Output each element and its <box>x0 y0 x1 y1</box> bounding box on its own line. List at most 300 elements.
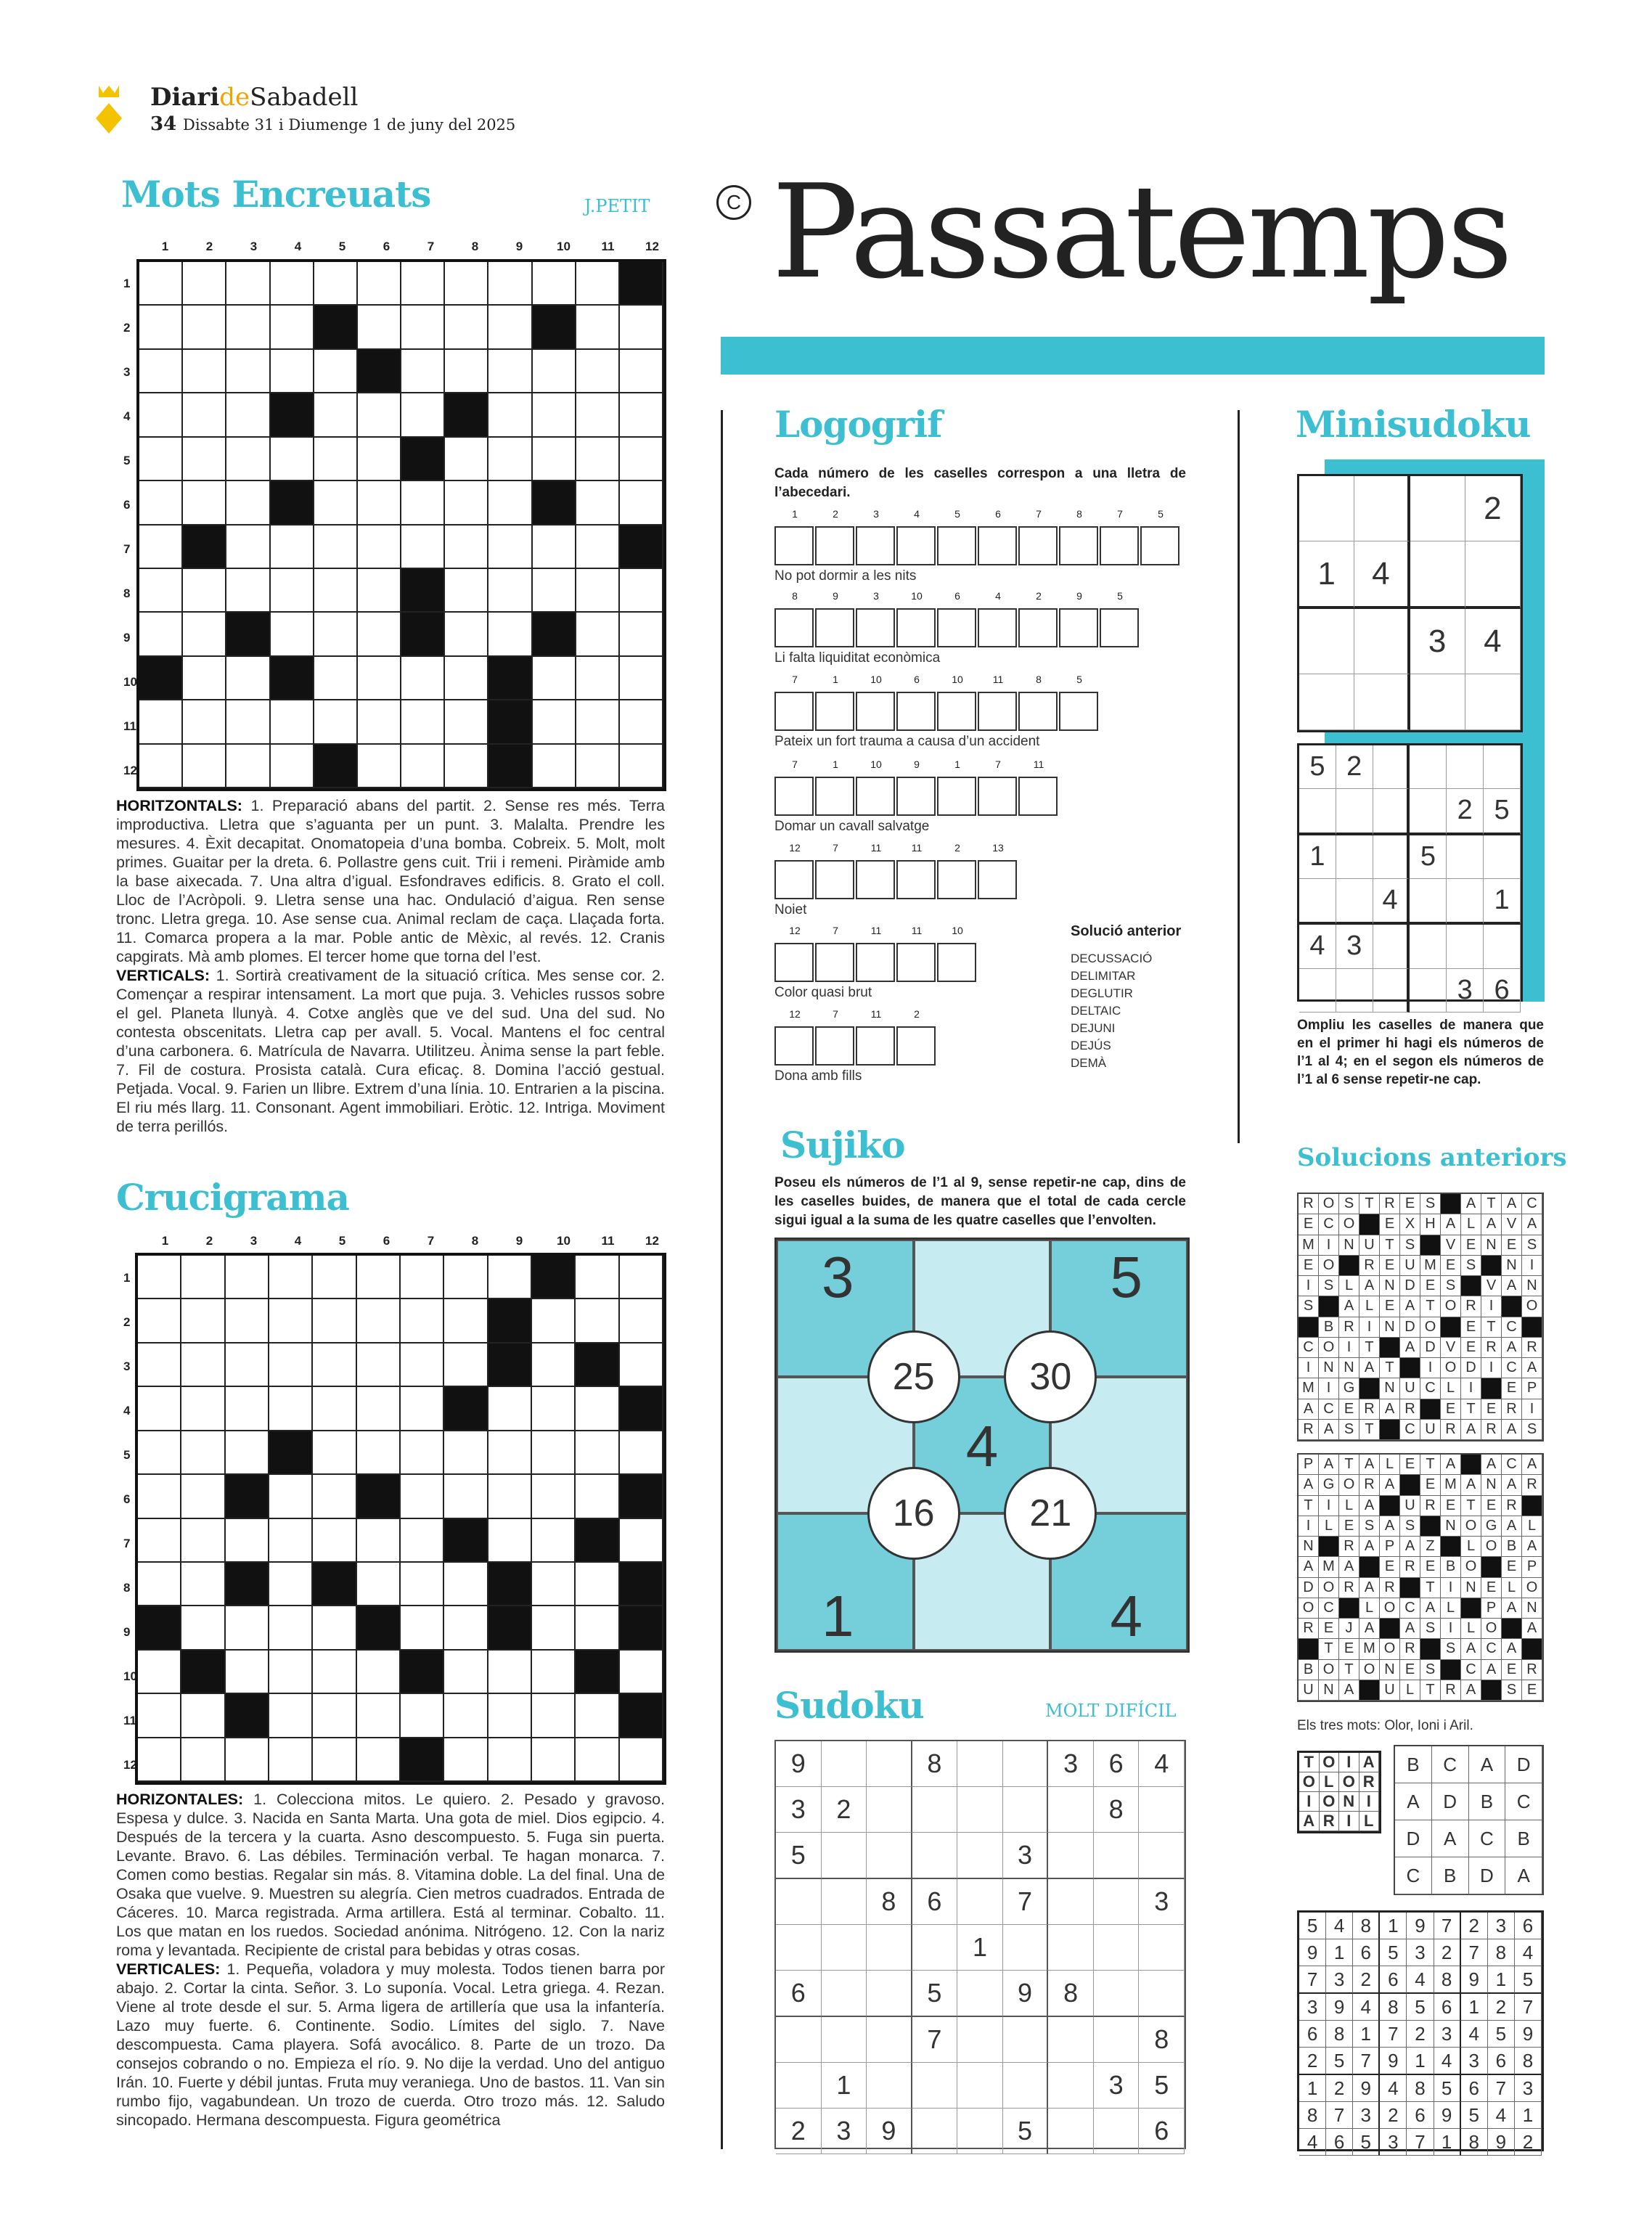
sudoku-cell[interactable] <box>1336 789 1373 835</box>
sudoku-cell[interactable] <box>912 1925 958 1971</box>
sudoku-cell[interactable] <box>1336 969 1373 1013</box>
crossword-cell[interactable] <box>532 1343 576 1387</box>
sudoku-cell[interactable] <box>1094 1971 1140 2017</box>
sudoku-cell[interactable] <box>912 2063 958 2109</box>
sudoku-cell[interactable] <box>867 1971 912 2017</box>
crossword-cell[interactable] <box>445 569 488 613</box>
crossword-cell[interactable] <box>313 1387 356 1431</box>
sudoku-cell[interactable] <box>1484 745 1521 789</box>
crossword-cell[interactable] <box>314 393 358 437</box>
crossword-cell[interactable] <box>226 1519 269 1563</box>
crossword-cell[interactable] <box>620 700 663 744</box>
logogrif-cell[interactable] <box>815 692 854 731</box>
logogrif-cell[interactable] <box>815 943 854 982</box>
crossword-cell[interactable] <box>533 745 576 788</box>
sudoku-cell[interactable] <box>1003 2063 1049 2109</box>
crossword-cell[interactable] <box>139 525 183 569</box>
crossword-cell[interactable] <box>576 1475 619 1518</box>
crossword-cell[interactable] <box>576 1563 619 1606</box>
logogrif-cell[interactable] <box>937 692 976 731</box>
crossword-cell[interactable] <box>357 1256 401 1299</box>
crossword-cell[interactable] <box>181 1563 225 1606</box>
crossword-cell[interactable] <box>138 1387 181 1431</box>
sudoku-cell[interactable] <box>822 1741 867 1787</box>
crossword-cell[interactable] <box>401 393 445 437</box>
logogrif-cell[interactable] <box>937 526 976 565</box>
logogrif-cell[interactable] <box>815 526 854 565</box>
sudoku-cell[interactable] <box>1410 476 1465 541</box>
crossword-cell[interactable] <box>533 700 576 744</box>
crossword-cell[interactable] <box>226 700 270 744</box>
sudoku-cell[interactable] <box>1447 925 1484 968</box>
crossword-cell[interactable] <box>183 350 226 393</box>
crossword-cell[interactable] <box>620 393 663 437</box>
crossword-cell[interactable] <box>401 481 445 525</box>
crossword-cell[interactable] <box>576 657 620 700</box>
crossword-cell[interactable] <box>445 481 488 525</box>
crossword-cell[interactable] <box>181 1343 225 1387</box>
crossword-cell[interactable] <box>445 745 488 788</box>
crossword-cell[interactable] <box>138 1651 181 1694</box>
crossword-cell[interactable] <box>358 393 401 437</box>
sudoku-cell[interactable] <box>776 2063 822 2109</box>
logogrif-cell[interactable] <box>1018 692 1058 731</box>
crossword-cell[interactable] <box>620 745 663 788</box>
crossword-cell[interactable] <box>269 1387 313 1431</box>
sudoku-cell[interactable] <box>867 1787 912 1833</box>
logogrif-cell[interactable] <box>774 943 814 982</box>
crossword-cell[interactable] <box>445 306 488 349</box>
crossword-cell[interactable] <box>226 1651 269 1694</box>
crossword-cell[interactable] <box>226 525 270 569</box>
crossword-cell[interactable] <box>488 1694 532 1738</box>
crossword-cell[interactable] <box>444 1563 488 1606</box>
logogrif-cell[interactable] <box>774 692 814 731</box>
crossword-cell[interactable] <box>271 745 314 788</box>
crossword-cell[interactable] <box>138 1519 181 1563</box>
logogrif-cell[interactable] <box>896 692 936 731</box>
logogrif-cell[interactable] <box>937 860 976 899</box>
sudoku-cell[interactable] <box>1139 1925 1185 1971</box>
crossword-cell[interactable] <box>269 1343 313 1387</box>
crossword-cell[interactable] <box>444 1651 488 1694</box>
logogrif-cell[interactable] <box>1018 777 1058 816</box>
crossword-cell[interactable] <box>488 1651 532 1694</box>
sudoku-cell[interactable] <box>957 1787 1003 1833</box>
crossword-cell[interactable] <box>620 481 663 525</box>
crossword-cell[interactable] <box>314 525 358 569</box>
crossword-cell[interactable] <box>183 306 226 349</box>
crossword-cell[interactable] <box>533 393 576 437</box>
cruci-grid[interactable] <box>135 1253 666 1785</box>
crossword-cell[interactable] <box>139 569 183 613</box>
crossword-cell[interactable] <box>269 1694 313 1738</box>
logogrif-cell[interactable] <box>896 608 936 647</box>
crossword-cell[interactable] <box>445 525 488 569</box>
crossword-cell[interactable] <box>401 1431 444 1475</box>
crossword-cell[interactable] <box>358 262 401 306</box>
crossword-cell[interactable] <box>401 1299 444 1343</box>
sudoku-cell[interactable] <box>1410 879 1447 925</box>
sudoku-cell[interactable] <box>957 1971 1003 2017</box>
crossword-cell[interactable] <box>313 1519 356 1563</box>
logogrif-cell[interactable] <box>856 608 895 647</box>
crossword-cell[interactable] <box>313 1343 356 1387</box>
crossword-cell[interactable] <box>226 1738 269 1782</box>
crossword-cell[interactable] <box>358 306 401 349</box>
crossword-cell[interactable] <box>488 1256 532 1299</box>
crossword-cell[interactable] <box>314 569 358 613</box>
logogrif-cell[interactable] <box>856 943 895 982</box>
crossword-cell[interactable] <box>313 1694 356 1738</box>
crossword-cell[interactable] <box>271 613 314 656</box>
crossword-cell[interactable] <box>314 438 358 481</box>
sudoku-cell[interactable] <box>957 1833 1003 1879</box>
crossword-cell[interactable] <box>488 393 532 437</box>
crossword-cell[interactable] <box>532 1738 576 1782</box>
sudoku-cell[interactable] <box>1484 835 1521 879</box>
sudoku-cell[interactable] <box>1048 2109 1094 2154</box>
sudoku-cell[interactable] <box>1373 925 1410 968</box>
crossword-cell[interactable] <box>269 1519 313 1563</box>
logogrif-cell[interactable] <box>1140 526 1179 565</box>
crossword-cell[interactable] <box>576 700 620 744</box>
crossword-cell[interactable] <box>488 481 532 525</box>
sudoku-cell[interactable] <box>1410 541 1465 609</box>
crossword-cell[interactable] <box>139 613 183 656</box>
logogrif-cell[interactable] <box>1018 526 1058 565</box>
sudoku-cell[interactable] <box>957 2109 1003 2154</box>
sudoku-cell[interactable] <box>822 1833 867 1879</box>
crossword-cell[interactable] <box>576 306 620 349</box>
crossword-cell[interactable] <box>445 350 488 393</box>
sudoku-cell[interactable] <box>1447 879 1484 925</box>
crossword-cell[interactable] <box>271 350 314 393</box>
crossword-cell[interactable] <box>313 1606 356 1650</box>
crossword-cell[interactable] <box>138 1299 181 1343</box>
crossword-cell[interactable] <box>532 1563 576 1606</box>
mots-grid[interactable] <box>136 259 666 791</box>
crossword-cell[interactable] <box>138 1738 181 1782</box>
sudoku-cell[interactable] <box>1299 476 1354 541</box>
crossword-cell[interactable] <box>183 438 226 481</box>
crossword-cell[interactable] <box>269 1651 313 1694</box>
crossword-cell[interactable] <box>576 1387 619 1431</box>
sudoku-cell[interactable] <box>1354 609 1410 674</box>
crossword-cell[interactable] <box>226 1256 269 1299</box>
crossword-cell[interactable] <box>314 350 358 393</box>
crossword-cell[interactable] <box>576 1694 619 1738</box>
sudoku-cell[interactable] <box>957 2063 1003 2109</box>
crossword-cell[interactable] <box>401 1563 444 1606</box>
sudoku-cell[interactable] <box>957 1879 1003 1925</box>
crossword-cell[interactable] <box>314 613 358 656</box>
sudoku-cell[interactable] <box>1048 1879 1094 1925</box>
crossword-cell[interactable] <box>488 306 532 349</box>
sudoku-cell[interactable] <box>1048 2017 1094 2063</box>
crossword-cell[interactable] <box>357 1299 401 1343</box>
crossword-cell[interactable] <box>488 1387 532 1431</box>
crossword-cell[interactable] <box>401 657 445 700</box>
crossword-cell[interactable] <box>357 1738 401 1782</box>
minisudoku-6-grid[interactable] <box>1297 743 1523 1005</box>
crossword-cell[interactable] <box>357 1563 401 1606</box>
logogrif-cell[interactable] <box>774 608 814 647</box>
sudoku-cell[interactable] <box>822 2017 867 2063</box>
crossword-cell[interactable] <box>183 569 226 613</box>
crossword-cell[interactable] <box>313 1256 356 1299</box>
crossword-cell[interactable] <box>444 1299 488 1343</box>
crossword-cell[interactable] <box>313 1651 356 1694</box>
crossword-cell[interactable] <box>401 525 445 569</box>
sudoku-cell[interactable] <box>1373 969 1410 1013</box>
sudoku-cell[interactable] <box>1299 674 1354 730</box>
crossword-cell[interactable] <box>226 481 270 525</box>
crossword-cell[interactable] <box>271 306 314 349</box>
minisudoku-4-grid[interactable] <box>1297 474 1523 732</box>
crossword-cell[interactable] <box>445 657 488 700</box>
logogrif-cell[interactable] <box>896 860 936 899</box>
crossword-cell[interactable] <box>138 1343 181 1387</box>
sudoku-cell[interactable] <box>867 2017 912 2063</box>
crossword-cell[interactable] <box>445 700 488 744</box>
sudoku-cell[interactable] <box>912 1833 958 1879</box>
crossword-cell[interactable] <box>620 1519 663 1563</box>
crossword-cell[interactable] <box>314 700 358 744</box>
crossword-cell[interactable] <box>358 481 401 525</box>
sudoku-cell[interactable] <box>1373 789 1410 835</box>
crossword-cell[interactable] <box>357 1519 401 1563</box>
logogrif-cell[interactable] <box>896 1026 936 1066</box>
sudoku-cell[interactable] <box>1465 674 1521 730</box>
sudoku-cell[interactable] <box>1094 2109 1140 2154</box>
crossword-cell[interactable] <box>401 1256 444 1299</box>
logogrif-cell[interactable] <box>774 777 814 816</box>
logogrif-cell[interactable] <box>856 860 895 899</box>
crossword-cell[interactable] <box>226 569 270 613</box>
crossword-cell[interactable] <box>620 438 663 481</box>
crossword-cell[interactable] <box>313 1738 356 1782</box>
crossword-cell[interactable] <box>576 350 620 393</box>
crossword-cell[interactable] <box>620 306 663 349</box>
crossword-cell[interactable] <box>576 1431 619 1475</box>
crossword-cell[interactable] <box>358 569 401 613</box>
sudoku-cell[interactable] <box>1139 1833 1185 1879</box>
crossword-cell[interactable] <box>139 745 183 788</box>
crossword-cell[interactable] <box>533 350 576 393</box>
logogrif-cell[interactable] <box>774 526 814 565</box>
crossword-cell[interactable] <box>401 1387 444 1431</box>
crossword-cell[interactable] <box>576 438 620 481</box>
crossword-cell[interactable] <box>357 1694 401 1738</box>
sudoku-cell[interactable] <box>1299 879 1336 925</box>
crossword-cell[interactable] <box>226 1343 269 1387</box>
crossword-cell[interactable] <box>532 1694 576 1738</box>
crossword-cell[interactable] <box>488 1519 532 1563</box>
crossword-cell[interactable] <box>357 1431 401 1475</box>
crossword-cell[interactable] <box>576 262 620 306</box>
crossword-cell[interactable] <box>226 438 270 481</box>
crossword-cell[interactable] <box>488 262 532 306</box>
crossword-cell[interactable] <box>532 1651 576 1694</box>
crossword-cell[interactable] <box>139 700 183 744</box>
sudoku-cell[interactable] <box>1048 1833 1094 1879</box>
crossword-cell[interactable] <box>444 1343 488 1387</box>
crossword-cell[interactable] <box>226 1299 269 1343</box>
logogrif-row[interactable] <box>774 777 1059 816</box>
crossword-cell[interactable] <box>226 393 270 437</box>
sudoku-cell[interactable] <box>1139 1971 1185 2017</box>
logogrif-cell[interactable] <box>774 860 814 899</box>
crossword-cell[interactable] <box>226 1606 269 1650</box>
crossword-cell[interactable] <box>532 1387 576 1431</box>
crossword-cell[interactable] <box>532 1299 576 1343</box>
crossword-cell[interactable] <box>181 1299 225 1343</box>
crossword-cell[interactable] <box>269 1299 313 1343</box>
crossword-cell[interactable] <box>271 525 314 569</box>
crossword-cell[interactable] <box>401 700 445 744</box>
crossword-cell[interactable] <box>576 1606 619 1650</box>
sudoku-cell[interactable] <box>1354 674 1410 730</box>
crossword-cell[interactable] <box>620 1299 663 1343</box>
sudoku-cell[interactable] <box>1003 1741 1049 1787</box>
sudoku-cell[interactable] <box>1094 1925 1140 1971</box>
sudoku-cell[interactable] <box>1336 879 1373 925</box>
logogrif-cell[interactable] <box>815 777 854 816</box>
sudoku-grid[interactable] <box>774 1740 1186 2149</box>
crossword-cell[interactable] <box>620 613 663 656</box>
crossword-cell[interactable] <box>401 262 445 306</box>
crossword-cell[interactable] <box>444 1475 488 1518</box>
crossword-cell[interactable] <box>183 393 226 437</box>
crossword-cell[interactable] <box>533 438 576 481</box>
logogrif-cell[interactable] <box>978 608 1017 647</box>
crossword-cell[interactable] <box>401 306 445 349</box>
crossword-cell[interactable] <box>139 262 183 306</box>
sudoku-cell[interactable] <box>912 1787 958 1833</box>
crossword-cell[interactable] <box>488 438 532 481</box>
crossword-cell[interactable] <box>444 1256 488 1299</box>
sudoku-cell[interactable] <box>1336 835 1373 879</box>
sudoku-cell[interactable] <box>867 1741 912 1787</box>
crossword-cell[interactable] <box>532 1519 576 1563</box>
sudoku-cell[interactable] <box>957 1741 1003 1787</box>
crossword-cell[interactable] <box>181 1519 225 1563</box>
logogrif-cell[interactable] <box>937 943 976 982</box>
sudoku-cell[interactable] <box>1299 789 1336 835</box>
logogrif-row[interactable] <box>774 608 1140 647</box>
crossword-cell[interactable] <box>401 1606 444 1650</box>
crossword-cell[interactable] <box>533 525 576 569</box>
sudoku-cell[interactable] <box>1410 674 1465 730</box>
crossword-cell[interactable] <box>181 1738 225 1782</box>
sudoku-cell[interactable] <box>1299 969 1336 1013</box>
crossword-cell[interactable] <box>271 569 314 613</box>
crossword-cell[interactable] <box>576 393 620 437</box>
crossword-cell[interactable] <box>357 1387 401 1431</box>
crossword-cell[interactable] <box>181 1694 225 1738</box>
crossword-cell[interactable] <box>533 657 576 700</box>
sudoku-cell[interactable] <box>776 2017 822 2063</box>
crossword-cell[interactable] <box>488 525 532 569</box>
sudoku-cell[interactable] <box>1447 745 1484 789</box>
logogrif-cell[interactable] <box>978 860 1017 899</box>
logogrif-cell[interactable] <box>896 943 936 982</box>
logogrif-cell[interactable] <box>815 1026 854 1066</box>
sudoku-cell[interactable] <box>1410 969 1447 1013</box>
crossword-cell[interactable] <box>532 1475 576 1518</box>
crossword-cell[interactable] <box>138 1431 181 1475</box>
sudoku-cell[interactable] <box>1048 1787 1094 1833</box>
sudoku-cell[interactable] <box>867 1833 912 1879</box>
crossword-cell[interactable] <box>226 1431 269 1475</box>
crossword-cell[interactable] <box>620 1343 663 1387</box>
sudoku-cell[interactable] <box>912 2109 958 2154</box>
crossword-cell[interactable] <box>181 1606 225 1650</box>
crossword-cell[interactable] <box>401 1475 444 1518</box>
crossword-cell[interactable] <box>533 262 576 306</box>
sudoku-cell[interactable] <box>1410 925 1447 968</box>
crossword-cell[interactable] <box>444 1738 488 1782</box>
crossword-cell[interactable] <box>576 525 620 569</box>
crossword-cell[interactable] <box>445 262 488 306</box>
crossword-cell[interactable] <box>445 438 488 481</box>
logogrif-cell[interactable] <box>896 526 936 565</box>
crossword-cell[interactable] <box>576 613 620 656</box>
crossword-cell[interactable] <box>271 438 314 481</box>
crossword-cell[interactable] <box>269 1256 313 1299</box>
crossword-cell[interactable] <box>314 262 358 306</box>
logogrif-cell[interactable] <box>978 777 1017 816</box>
crossword-cell[interactable] <box>313 1475 356 1518</box>
crossword-cell[interactable] <box>269 1606 313 1650</box>
crossword-cell[interactable] <box>269 1563 313 1606</box>
logogrif-cell[interactable] <box>937 777 976 816</box>
sudoku-cell[interactable] <box>822 1971 867 2017</box>
sudoku-cell[interactable] <box>1094 1833 1140 1879</box>
crossword-cell[interactable] <box>357 1651 401 1694</box>
sudoku-cell[interactable] <box>1048 1925 1094 1971</box>
sudoku-cell[interactable] <box>1447 835 1484 879</box>
logogrif-row[interactable] <box>774 1026 937 1066</box>
crossword-cell[interactable] <box>181 1431 225 1475</box>
logogrif-cell[interactable] <box>815 608 854 647</box>
crossword-cell[interactable] <box>620 350 663 393</box>
crossword-cell[interactable] <box>488 569 532 613</box>
crossword-cell[interactable] <box>271 262 314 306</box>
crossword-cell[interactable] <box>576 569 620 613</box>
sudoku-cell[interactable] <box>1373 745 1410 789</box>
crossword-cell[interactable] <box>181 1387 225 1431</box>
crossword-cell[interactable] <box>620 1738 663 1782</box>
crossword-cell[interactable] <box>138 1694 181 1738</box>
logogrif-row[interactable] <box>774 692 1100 731</box>
crossword-cell[interactable] <box>576 1738 619 1782</box>
crossword-cell[interactable] <box>181 1256 225 1299</box>
logogrif-cell[interactable] <box>815 860 854 899</box>
crossword-cell[interactable] <box>138 1475 181 1518</box>
sudoku-cell[interactable] <box>1139 1787 1185 1833</box>
crossword-cell[interactable] <box>488 350 532 393</box>
crossword-cell[interactable] <box>226 1387 269 1431</box>
crossword-cell[interactable] <box>401 1343 444 1387</box>
crossword-cell[interactable] <box>620 1256 663 1299</box>
logogrif-cell[interactable] <box>1100 526 1139 565</box>
sudoku-cell[interactable] <box>1094 1879 1140 1925</box>
crossword-cell[interactable] <box>271 700 314 744</box>
crossword-cell[interactable] <box>620 569 663 613</box>
sudoku-cell[interactable] <box>1410 789 1447 835</box>
